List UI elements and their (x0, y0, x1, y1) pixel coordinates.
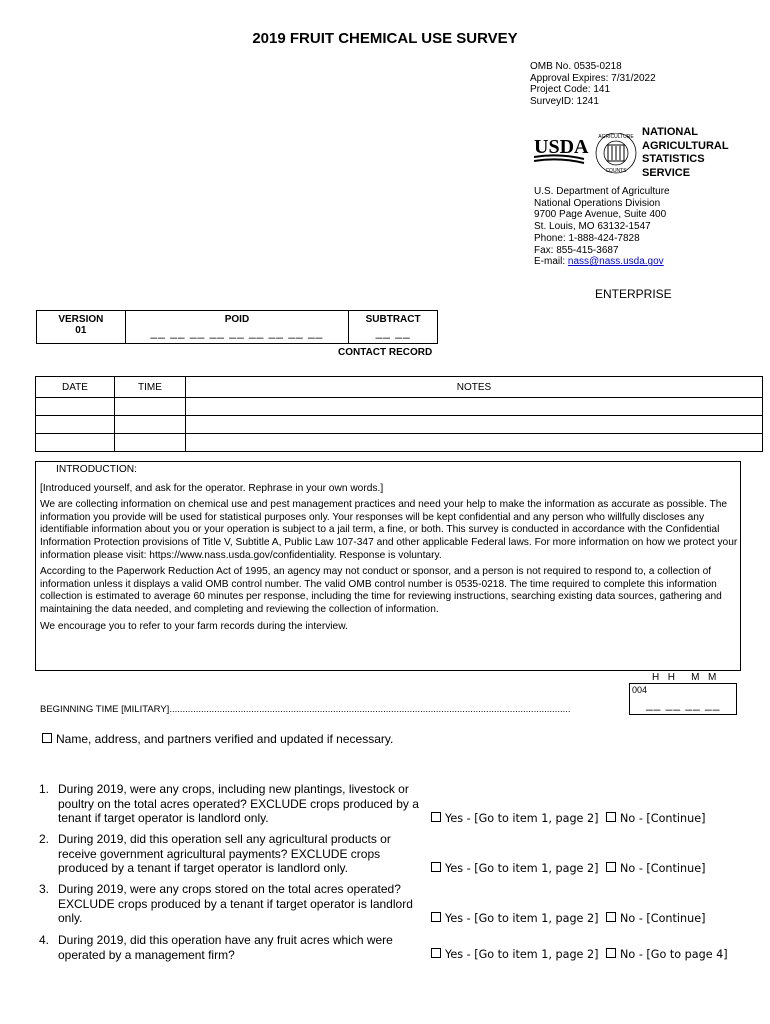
agency-line: NATIONAL (642, 126, 699, 138)
subtract-blanks: __ __ (375, 325, 411, 339)
verified-item (42, 732, 393, 746)
yes-checkbox[interactable] (431, 862, 441, 872)
question-3 (39, 882, 429, 926)
approval-expires: Approval Expires: 7/31/2022 (530, 72, 656, 84)
seal-bottom-text: COUNTS (605, 168, 627, 174)
verified-text: Name, address, and partners verified and updated if necessary. (56, 732, 394, 746)
omb-info (530, 61, 656, 107)
version-label: VERSION (58, 314, 104, 325)
id-table (36, 310, 438, 344)
survey-id: SurveyID: 1241 (530, 95, 599, 107)
question-text: During 2019, were any crops, including new plantings, livestock or poultry on the total acres operated? EXCLUDE crops produced by a tenant if target operator is landlord only. (58, 782, 419, 825)
table-row (36, 398, 763, 416)
intro-heading: INTRODUCTION: (56, 464, 137, 475)
question-text: During 2019, were any crops stored on the total acres operated? EXCLUDE crops produced by a tenant if target operator is landlord only. (58, 882, 413, 925)
yes-checkbox[interactable] (431, 912, 441, 922)
no-checkbox[interactable] (606, 948, 616, 958)
poid-blanks: __ __ __ __ __ __ __ __ __ (150, 325, 324, 339)
phone-line: Phone: 1-888-424-7828 (534, 232, 640, 244)
no-label: No - [Continue] (620, 812, 706, 825)
question-4 (39, 933, 429, 962)
question-number: 1. (39, 782, 50, 796)
table-row (36, 416, 763, 434)
version-cell (37, 311, 126, 344)
address-line: National Operations Division (534, 197, 661, 209)
time-cell[interactable] (115, 434, 186, 452)
answer-3 (431, 912, 705, 925)
yes-label: Yes - [Go to item 1, page 2] (445, 862, 599, 875)
omb-number: OMB No. 0535-0218 (530, 61, 622, 72)
subtract-cell[interactable] (349, 311, 438, 344)
notes-cell[interactable] (186, 416, 763, 434)
intro-paragraph: [Introduced yourself, and ask for the operator. Rephrase in your own words.] (40, 482, 384, 494)
yes-label: Yes - [Go to item 1, page 2] (445, 812, 599, 825)
introduction-box (35, 461, 741, 671)
agency-address (534, 186, 670, 268)
no-checkbox[interactable] (606, 812, 616, 822)
poid-cell[interactable] (125, 311, 349, 344)
intro-paragraph: According to the Paperwork Reduction Act of 1995, an agency may not conduct or sponsor, and a person is not required to respond to, a collection of information unless it displays a valid OMB control number. The valid OMB control number is 0535-0218. The time required to complete this information collection is estimated to average 60 minutes per response, including the time for reviewing instructions, searching existing data sources, gathering and maintaining the data needed, and completing and reviewing the collection of information. (40, 566, 722, 615)
notes-cell[interactable] (186, 434, 763, 452)
agency-line: SERVICE (642, 166, 691, 179)
table-row (36, 434, 763, 452)
yes-checkbox[interactable] (431, 812, 441, 822)
seal-top-text: AGRICULTURE (598, 134, 634, 140)
no-label: No - [Continue] (620, 912, 706, 925)
question-number: 4. (39, 933, 50, 947)
version-value: 01 (75, 325, 87, 336)
contact-record-label: CONTACT RECORD (338, 347, 433, 358)
beginning-time-label: BEGINNING TIME [MILITARY]........................................................................................................................................................ (40, 704, 571, 715)
poid-label: POID (224, 314, 250, 325)
no-checkbox[interactable] (606, 912, 616, 922)
yes-label: Yes - [Go to item 1, page 2] (445, 912, 599, 925)
agency-line: AGRICULTURAL (642, 139, 729, 152)
date-cell[interactable] (36, 434, 115, 452)
intro-paragraph: We are collecting information on chemical use and pest management practices and need your help to make the information as accurate as possible. The information you provide will be used for statistical purposes only. Your responses will be kept confidential and any person who willfully discloses any identifiable information about you or your operation is subject to a jail term, a fine, or both. This survey is conducted in accordance with the Confidential Information Protection provisions of Title V, Subtitle A, Public Law 107-347 and other applicable Federal laws. For more information on how we protect your information please visit: https://www.nass.usda.gov/confidentiality. Response is voluntary. (40, 499, 738, 561)
answer-2 (431, 862, 705, 875)
question-text: During 2019, did this operation sell any agricultural products or receive government agricultural payments? EXCLUDE crops produced by a tenant if target operator is landlord only. (58, 832, 391, 875)
question-1 (39, 782, 429, 826)
item-code: 004 (632, 685, 648, 695)
agency-name (642, 126, 729, 180)
page-title: 2019 FRUIT CHEMICAL USE SURVEY (252, 30, 518, 47)
fax-line: Fax: 855-415-3687 (534, 244, 619, 256)
answer-4 (431, 948, 728, 961)
intro-paragraph: We encourage you to refer to your farm records during the interview. (40, 620, 348, 632)
usda-logo (534, 133, 642, 179)
usda-logo-text: USDA (534, 136, 589, 158)
question-2 (39, 832, 429, 876)
agency-line: STATISTICS (642, 153, 705, 165)
question-number: 2. (39, 832, 50, 846)
email-line (534, 256, 670, 268)
question-text: During 2019, did this operation have any fruit acres which were operated by a management firm? (58, 933, 393, 962)
contact-record-table (35, 376, 763, 452)
subtract-label: SUBTRACT (365, 314, 421, 325)
no-checkbox[interactable] (606, 862, 616, 872)
project-code: Project Code: 141 (530, 84, 611, 95)
notes-header: NOTES (186, 377, 763, 398)
notes-cell[interactable] (186, 398, 763, 416)
no-label: No - [Go to page 4] (620, 948, 728, 961)
question-number: 3. (39, 882, 50, 896)
date-cell[interactable] (36, 416, 115, 434)
time-cell[interactable] (115, 398, 186, 416)
time-blanks: __ __ __ __ (646, 697, 721, 711)
date-header: DATE (36, 377, 115, 398)
time-cell[interactable] (115, 416, 186, 434)
verified-checkbox[interactable] (42, 733, 52, 743)
date-cell[interactable] (36, 398, 115, 416)
address-line: St. Louis, MO 63132-1547 (534, 221, 651, 233)
time-header: TIME (115, 377, 186, 398)
email-label: E-mail: (534, 256, 568, 268)
enterprise-label: ENTERPRISE (595, 287, 672, 301)
beginning-time-box[interactable] (629, 683, 737, 715)
email-link[interactable]: nass@nass.usda.gov (567, 256, 664, 268)
no-label: No - [Continue] (620, 862, 706, 875)
yes-checkbox[interactable] (431, 948, 441, 958)
hhmm-label: H H M M (652, 672, 718, 683)
address-line: U.S. Department of Agriculture (534, 186, 670, 197)
answer-1 (431, 812, 705, 825)
yes-label: Yes - [Go to item 1, page 2] (445, 948, 599, 961)
address-line: 9700 Page Avenue, Suite 400 (534, 209, 667, 221)
